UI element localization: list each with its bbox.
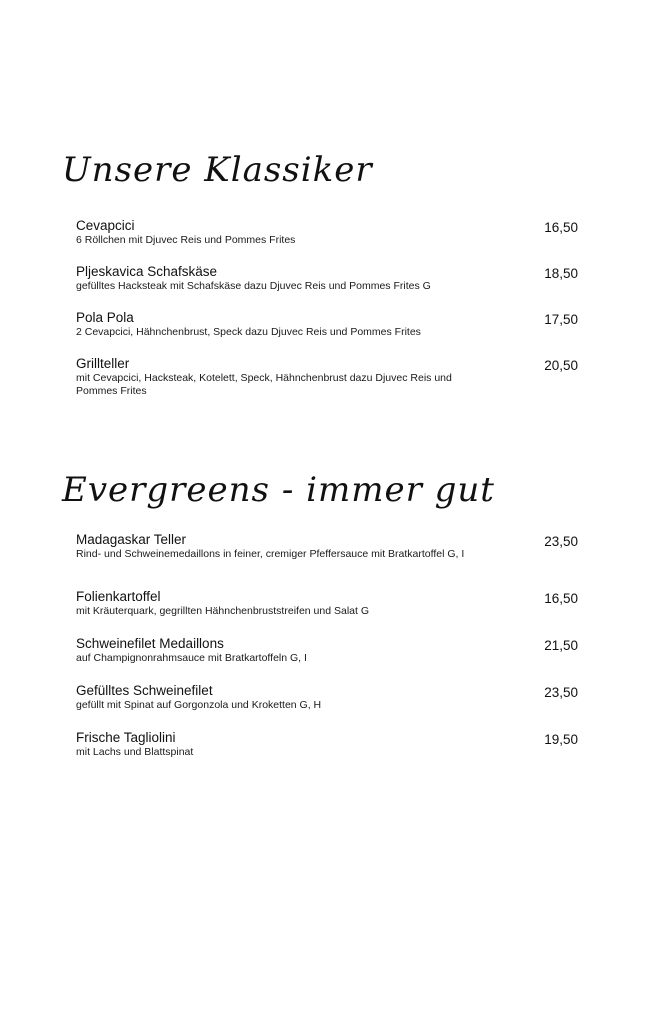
item-name: Madagaskar Teller	[76, 532, 187, 547]
item-name: Folienkartoffel	[76, 589, 161, 604]
item-name: Grillteller	[76, 356, 130, 371]
item-description: mit Kräuterquark, gegrillten Hähnchenbruststreifen und Salat G	[76, 605, 369, 617]
item-name: Frische Tagliolini	[76, 730, 176, 745]
section-title-classics: Unsere Klassiker	[62, 150, 373, 190]
item-price: 21,50	[544, 638, 578, 653]
menu-item	[76, 636, 586, 683]
item-price: 18,50	[544, 266, 578, 281]
item-price: 16,50	[544, 591, 578, 606]
menu-item	[76, 730, 586, 776]
item-description: mit Lachs und Blattspinat	[76, 746, 194, 758]
item-price: 17,50	[544, 312, 578, 327]
item-description: Rind- und Schweinemedaillons in feiner, cremiger Pfeffersauce mit Bratkartoffel G, I	[76, 548, 465, 560]
item-price: 23,50	[544, 685, 578, 700]
item-description: gefülltes Hacksteak mit Schafskäse dazu Djuvec Reis und Pommes Frites G	[76, 280, 431, 292]
section-title-evergreens: Evergreens - immer gut	[62, 470, 495, 510]
item-description: auf Champignonrahmsauce mit Bratkartoffeln G, I	[76, 652, 307, 664]
item-description: gefüllt mit Spinat auf Gorgonzola und Kroketten G, H	[76, 699, 322, 711]
menu-item	[76, 589, 586, 636]
item-price: 23,50	[544, 534, 578, 549]
item-description: mit Cevapcici, Hacksteak, Kotelett, Speck, Hähnchenbrust dazu Djuvec Reis und Pommes Frites	[76, 372, 452, 397]
section-evergreens	[76, 532, 586, 776]
item-description: 2 Cevapcici, Hähnchenbrust, Speck dazu Djuvec Reis und Pommes Frites	[76, 326, 421, 338]
item-name: Pljeskavica Schafskäse	[76, 264, 218, 279]
item-price: 20,50	[544, 358, 578, 373]
item-description: 6 Röllchen mit Djuvec Reis und Pommes Frites	[76, 234, 296, 246]
menu-item	[76, 356, 586, 413]
section-classics	[76, 218, 586, 413]
item-name: Pola Pola	[76, 310, 134, 325]
menu-item	[76, 532, 586, 589]
item-price: 16,50	[544, 220, 578, 235]
item-name: Cevapcici	[76, 218, 135, 233]
menu-item	[76, 264, 586, 310]
menu-item	[76, 310, 586, 356]
item-name: Schweinefilet Medaillons	[76, 636, 224, 651]
item-price: 19,50	[544, 732, 578, 747]
item-name: Gefülltes Schweinefilet	[76, 683, 213, 698]
menu-item	[76, 683, 586, 730]
menu-item	[76, 218, 586, 264]
